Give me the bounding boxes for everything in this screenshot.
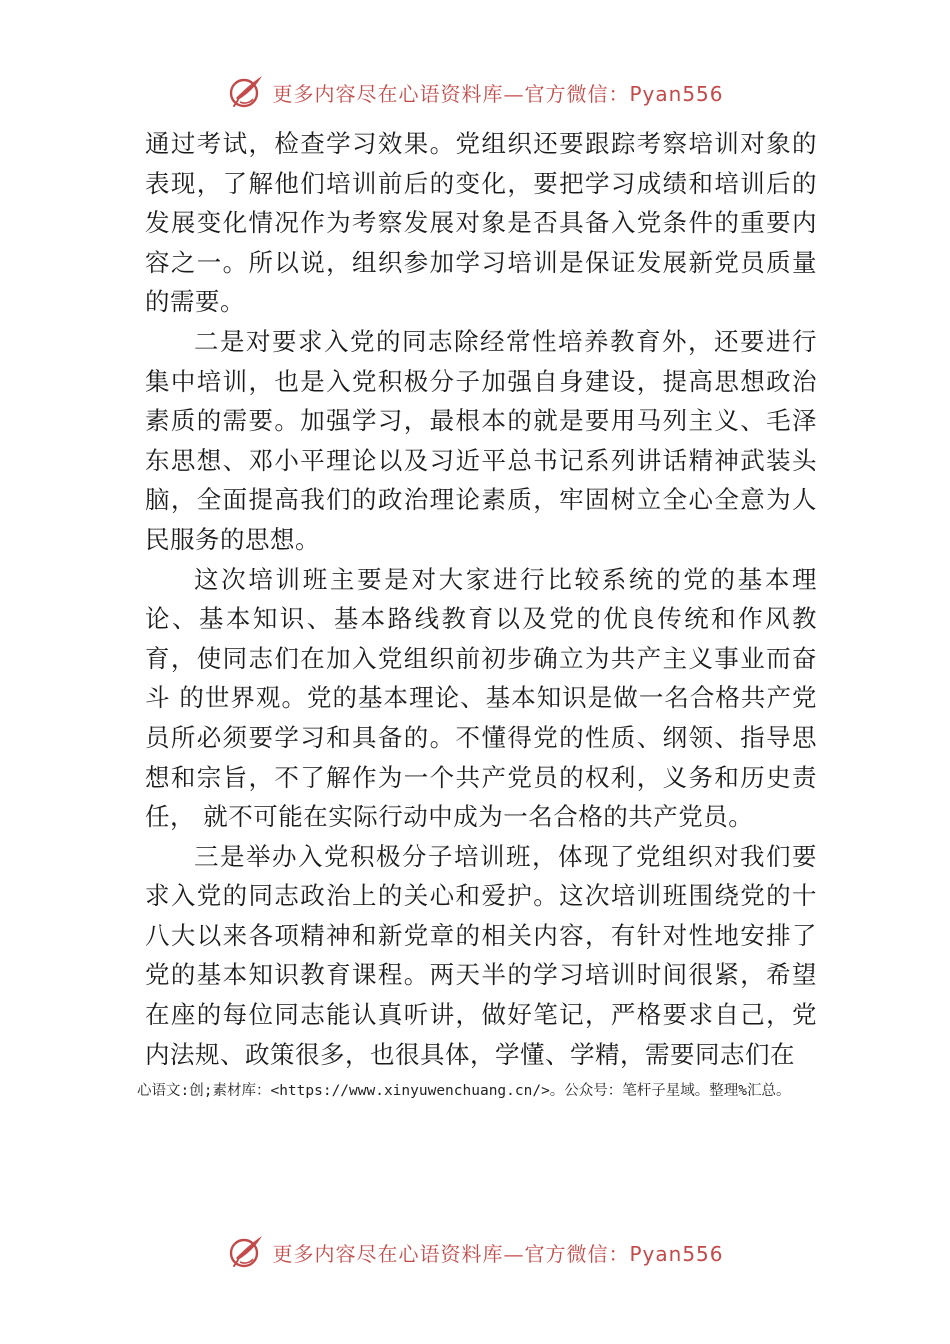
document-body (145, 124, 817, 1074)
banner-text: 更多内容尽在心语资料库—官方微信：Pyan556 (272, 1241, 724, 1266)
banner-text: 更多内容尽在心语资料库—官方微信：Pyan556 (272, 81, 724, 106)
paragraph-4: 三是举办入党积极分子培训班，体现了党组织对我们要求入党的同志政治上的关心和爱护。这次培训班围绕党的十八大以来各项精神和新党章的相关内容，有针对性地安排了党的基本知识教育课程。两天半的学习培训时间很紧，希望在座的每位同志能认真听讲，做好笔记，严格要求自己，党内法规、政策很多，也很具体，学懂、学精，需要同志们在 (145, 841, 817, 1069)
source-footnote: 心语文:创;素材库：<https://www.xinyuwenchuang.cn/>。公众号：笔杆子星域。整理%汇总。 (137, 1083, 791, 1099)
wechat-id: Pyan556 (629, 81, 724, 106)
quill-pen-logo-icon (226, 72, 266, 112)
footer-banner (0, 1230, 950, 1274)
quill-pen-logo-icon (226, 1232, 266, 1272)
header-banner (0, 70, 950, 114)
paragraph-2: 二是对要求入党的同志除经常性培养教育外，还要进行集中培训，也是入党积极分子加强自身建设，提高思想政治素质的需要。加强学习，最根本的就是要用马列主义、毛泽东思想、邓小平理论以及习近平总书记系列讲话精神武装头脑，全面提高我们的政治理论素质，牢固树立全心全意为人民服务的思想。 (145, 326, 817, 554)
paragraph-3: 这次培训班主要是对大家进行比较系统的党的基本理论、基本知识、基本路线教育以及党的优良传统和作风教育，使同志们在加入党组织前初步确立为共产主义事业而奋斗 的世界观。党的基本理论、基本知识是做一名合格共产党员所必须要学习和具备的。不懂得党的性质、纲领、指导思想和宗旨，不了解作为一个共产党员的权利，义务和历史责任， 就不可能在实际行动中成为一名合格的共产党员。 (145, 564, 817, 832)
paragraph-1: 通过考试，检查学习效果。党组织还要跟踪考察培训对象的表现，了解他们培训前后的变化，要把学习成绩和培训后的发展变化情况作为考察发展对象是否具备入党条件的重要内容之一。所以说，组织参加学习培训是保证发展新党员质量的需要。 (145, 129, 817, 317)
wechat-id: Pyan556 (629, 1241, 724, 1266)
